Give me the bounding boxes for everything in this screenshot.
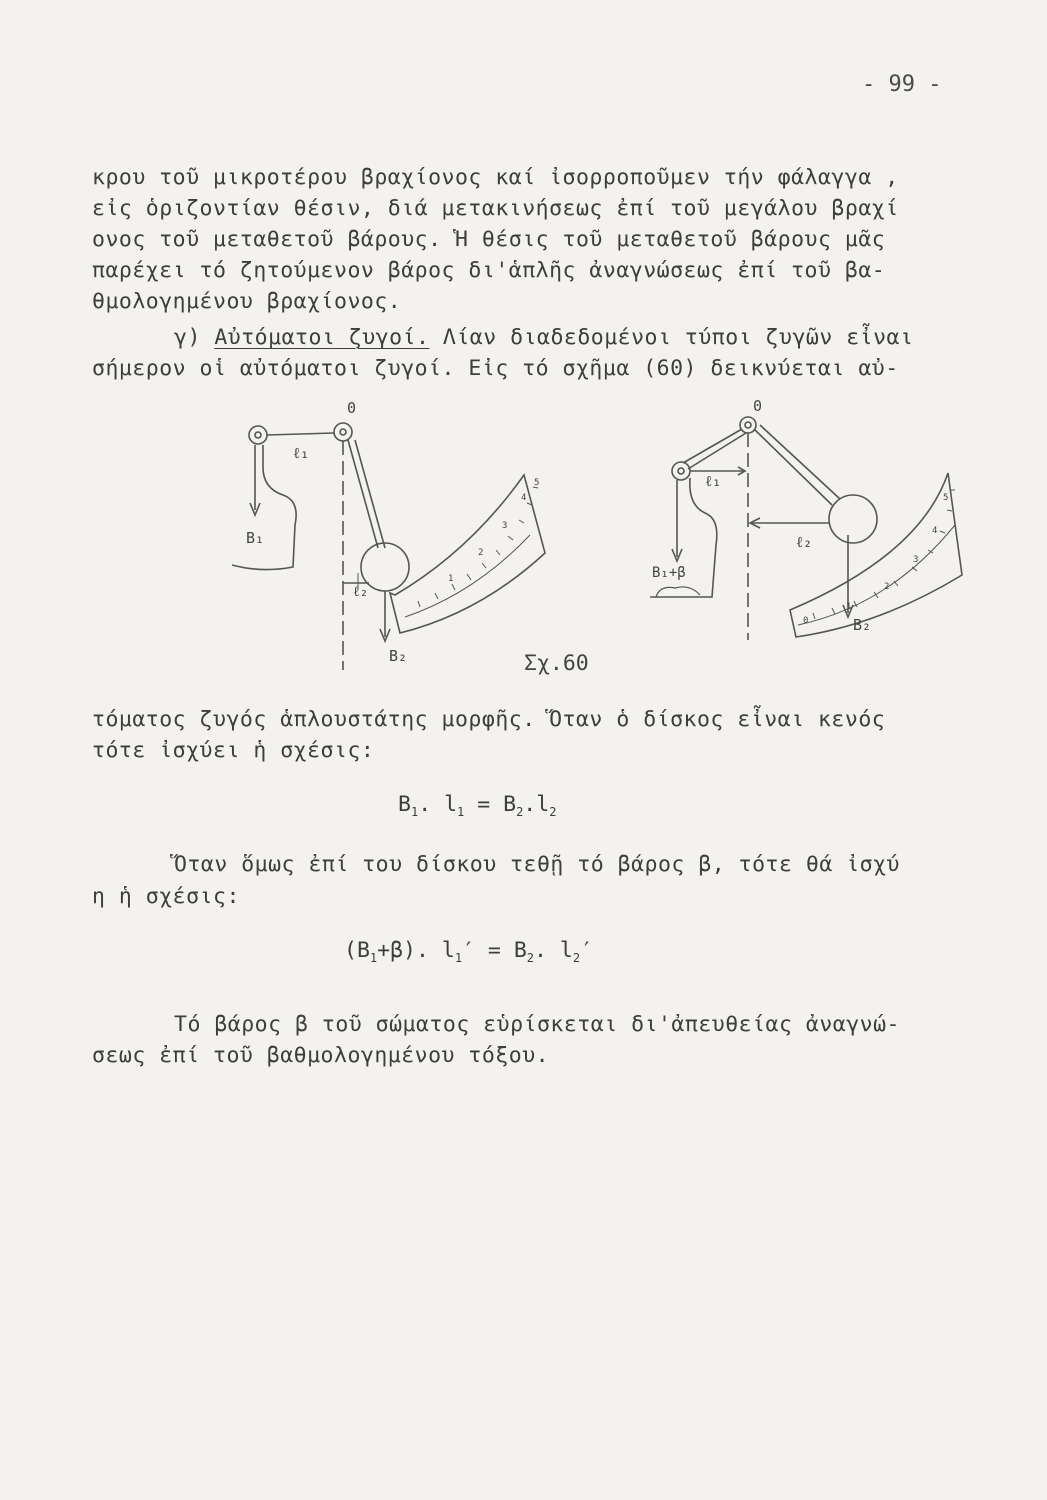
text-line: τότε ἰσχύει ἡ σχέσις: [92, 738, 375, 763]
f2-a-rest: +β) [377, 938, 416, 963]
right-tick-3: 3 [913, 555, 919, 565]
left-pivot-label: 0 [347, 399, 357, 417]
left-tick-4: 4 [521, 493, 527, 503]
text-line: παρέχει τό ζητούμενον βάρος δι'ἁπλῆς ἀναγνώσεως ἐπί τοῦ βα- [92, 258, 886, 283]
f2-b: l [441, 938, 455, 963]
right-weight2-label: B₂ [853, 616, 872, 634]
text-line: κρου τοῦ μικροτέρου βραχίονος καί ἰσορροποῦμεν τήν φάλαγγα , [92, 165, 899, 190]
left-weight2-label: B₂ [389, 647, 408, 665]
f1-a-sub: 1 [410, 805, 419, 819]
text-line: η ἡ σχέσις: [92, 884, 240, 909]
f2-d: l [559, 938, 573, 963]
left-tick-3: 3 [502, 521, 508, 531]
left-scale-diagram [232, 423, 545, 670]
left-tick-1: 1 [448, 574, 454, 584]
f1-b-sub: 1 [457, 805, 465, 819]
formula-loaded-pan: $(B_1+\beta)$. $l_1' = B_2$. $l_2'$ [344, 938, 594, 965]
right-weight1-label: B₁+β [652, 565, 686, 581]
text-line: Τό βάρος β τοῦ σώματος εὑρίσκεται δι'ἀπευθείας ἀναγνώ- [174, 1012, 900, 1037]
section-prefix: γ) [174, 325, 215, 350]
figure-caption: Σχ.60 [524, 651, 589, 676]
text-line: Ὅταν ὅμως ἐπί του δίσκου τεθῇ τό βάρος β, τότε θά ἰσχύ [174, 852, 900, 877]
f2-b-sub: 1 [454, 951, 463, 965]
right-tick-0: 0 [803, 616, 809, 626]
right-scale-diagram [650, 417, 962, 640]
f1-d-sub: 2 [549, 805, 557, 819]
f2-a: (B [344, 938, 370, 963]
text-line: εἰς ὁριζοντίαν θέσιν, διά μετακινήσεως ἐπί τοῦ μεγάλου βραχί [92, 196, 899, 221]
right-tick-5: 5 [943, 493, 949, 503]
section-line [174, 325, 913, 350]
text-line: θμολογημένου βραχίονος. [92, 289, 402, 314]
left-tick-5: 5 [534, 478, 540, 488]
left-arm2-label: ℓ₂ [353, 584, 369, 600]
f2-c: B [513, 938, 527, 963]
f1-b: l [444, 792, 458, 817]
text-line: σεως ἐπί τοῦ βαθμολογημένου τόξου. [92, 1043, 550, 1068]
right-arm2-label: ℓ₂ [796, 533, 813, 551]
f1-d: l [536, 792, 550, 817]
section-line1-rest: Λίαν διαδεδομένοι τύποι ζυγῶν εἶναι [429, 325, 914, 350]
f1-c: B [503, 792, 517, 817]
text-line: σήμερον οἱ αὐτόματοι ζυγοί. Εἰς τό σχῆμα (60) δεικνύεται αὐ- [92, 356, 899, 381]
text-line: ονος τοῦ μεταθετοῦ βάρους. Ἡ θέσις τοῦ μεταθετοῦ βάρους μᾶς [92, 227, 886, 252]
f1-a: B [398, 792, 411, 817]
section-heading: Αὐτόματοι ζυγοί. [214, 325, 430, 350]
f2-c-sub: 2 [526, 951, 535, 965]
page-number: - 99 - [862, 72, 942, 97]
f1-c-sub: 2 [516, 805, 524, 819]
formula-empty-pan: $B_1$. $l_1 = B_2.l_2$ [398, 792, 557, 819]
left-arm1-label: ℓ₁ [293, 444, 310, 462]
right-tick-2: 2 [884, 582, 890, 592]
left-tick-2: 2 [478, 548, 484, 558]
text-line: τόματος ζυγός ἁπλουστάτης μορφῆς. Ὅταν ὁ δίσκος εἶναι κενός [92, 707, 886, 732]
right-pivot-label: 0 [753, 397, 763, 415]
right-tick-4: 4 [932, 526, 938, 536]
left-weight1-label: B₁ [246, 529, 265, 547]
f2-a-sub: 1 [369, 951, 378, 965]
right-arm1-label: ℓ₁ [705, 472, 722, 490]
right-tick-1: 1 [846, 602, 852, 612]
f2-d-sub: 2 [572, 951, 581, 965]
